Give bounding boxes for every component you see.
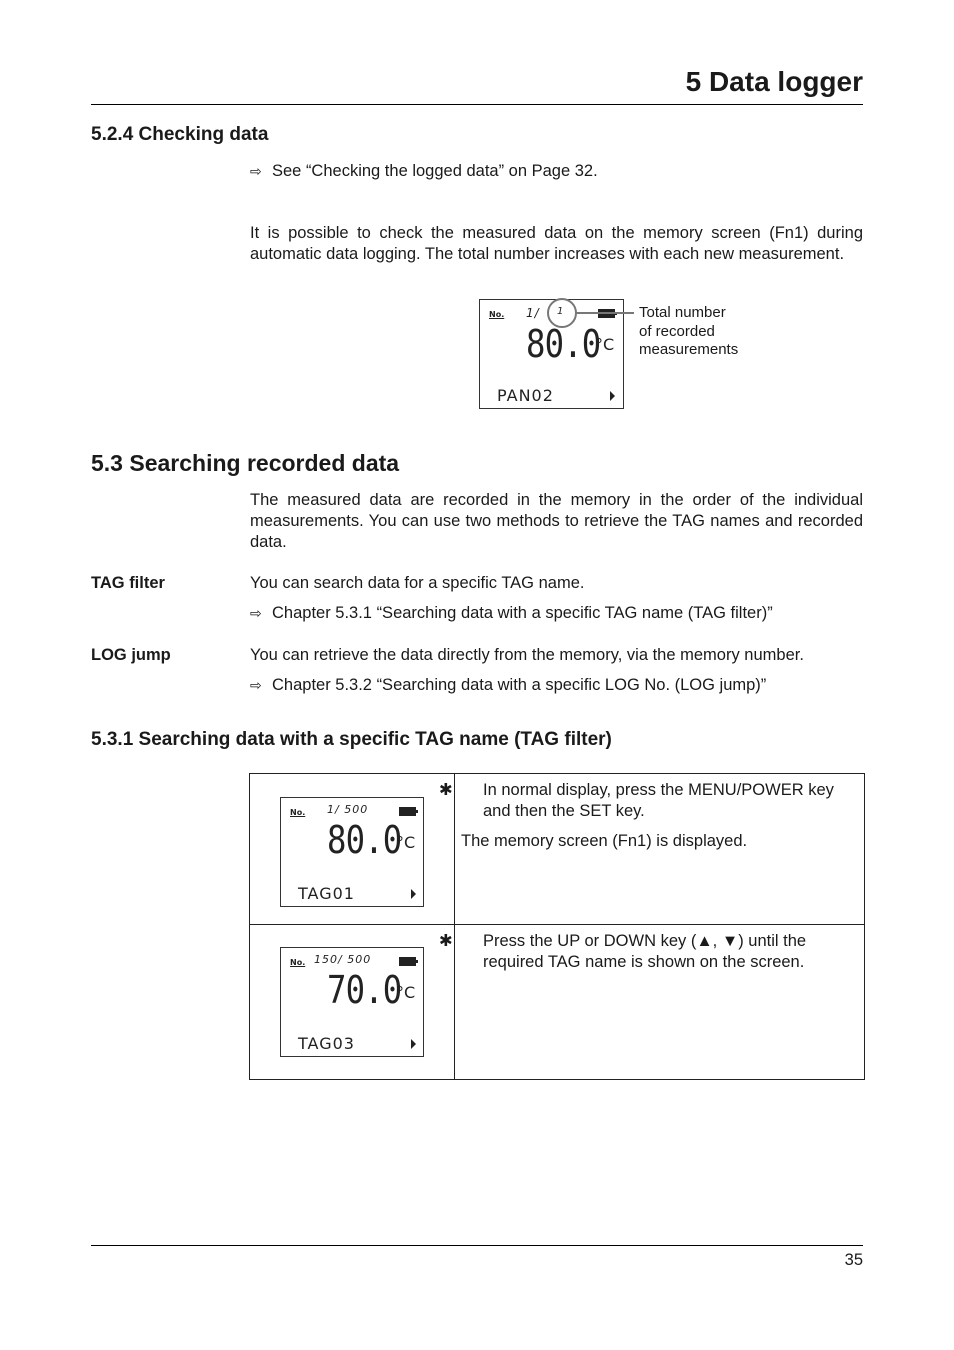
down-key-icon: ▼ xyxy=(721,932,739,950)
header-rule xyxy=(91,104,863,105)
step-2-bullet xyxy=(439,931,858,973)
step-2-text-sep: , xyxy=(712,932,722,950)
section-524-heading: 5.2.4 Checking data xyxy=(91,124,269,145)
arrow-icon: ⇨ xyxy=(250,605,262,621)
step-2-text-start: Press the UP or DOWN key ( xyxy=(483,932,697,950)
callout-label xyxy=(639,304,738,360)
step-2-text-cell xyxy=(439,925,865,1080)
battery-icon xyxy=(399,957,416,966)
tag-filter-text: You can search data for a specific TAG name. xyxy=(250,574,585,592)
tag-filter-ref xyxy=(250,604,773,623)
lcd-value: 70.0 xyxy=(327,968,402,1012)
step-1-text-cell xyxy=(439,774,865,925)
section-524-ref xyxy=(250,162,598,181)
arrow-right-icon xyxy=(411,1039,416,1049)
chapter-title: 5 Data logger xyxy=(685,66,863,97)
lcd-no-label: No. xyxy=(290,808,306,817)
tag-filter-ref-text: Chapter 5.3.1 “Searching data with a specific TAG name (TAG filter)” xyxy=(272,604,773,622)
lcd-tag: TAG03 xyxy=(298,1034,355,1053)
lcd-unit: °C xyxy=(396,983,416,1002)
lcd-no-label: No. xyxy=(290,958,306,967)
table-row xyxy=(250,774,865,925)
callout-line-1: Total number xyxy=(639,304,726,321)
section-53-heading: 5.3 Searching recorded data xyxy=(91,450,400,476)
arrow-icon: ⇨ xyxy=(250,677,262,693)
lcd-display-tag01 xyxy=(280,797,424,907)
log-jump-ref xyxy=(250,676,766,695)
section-524-ref-text: See “Checking the logged data” on Page 32. xyxy=(272,162,598,180)
section-531-heading: 5.3.1 Searching data with a specific TAG name (TAG filter) xyxy=(91,729,612,750)
asterisk-icon: ✱ xyxy=(439,932,453,950)
arrow-right-icon xyxy=(610,391,615,401)
log-jump-ref-text: Chapter 5.3.2 “Searching data with a specific LOG No. (LOG jump)” xyxy=(272,676,767,694)
lcd-no-label: No. xyxy=(489,310,505,319)
step-2-picture-cell xyxy=(250,925,455,1080)
section-524-paragraph: It is possible to check the measured data on the memory screen (Fn1) during automatic data logging. The total number increases with each new measurement. xyxy=(250,224,863,263)
lcd-counter: 150/ 500 xyxy=(314,953,372,966)
log-jump-text: You can retrieve the data directly from the memory, via the memory number. xyxy=(250,646,804,664)
table-row xyxy=(250,925,865,1080)
lcd-tag: PAN02 xyxy=(497,386,554,405)
lcd-display-tag03 xyxy=(280,947,424,1057)
step-1-note: The memory screen (Fn1) is displayed. xyxy=(461,832,748,850)
step-1-bullet-text: In normal display, press the MENU/POWER key and then the SET key. xyxy=(483,781,834,820)
section-53-paragraph: The measured data are recorded in the memory in the order of the individual measurements. You can use two methods to retrieve the TAG names and recorded data. xyxy=(250,491,863,551)
log-jump-label: LOG jump xyxy=(91,646,171,664)
arrow-right-icon xyxy=(411,889,416,899)
battery-icon xyxy=(399,807,416,816)
callout-line-3: measurements xyxy=(639,341,739,358)
lcd-counter: 1/ xyxy=(526,306,540,320)
step-1-picture-cell xyxy=(250,774,455,925)
lcd-unit: °C xyxy=(595,335,615,354)
tag-filter-label: TAG filter xyxy=(91,574,165,592)
lcd-counter: 1/ 500 xyxy=(327,803,369,816)
lcd-value: 80.0 xyxy=(327,818,402,862)
up-key-icon: ▲ xyxy=(696,932,713,950)
callout-marker xyxy=(540,294,640,330)
footer-rule xyxy=(91,1245,863,1246)
step-1-bullet xyxy=(439,780,858,822)
asterisk-icon: ✱ xyxy=(439,781,453,799)
steps-table xyxy=(249,773,865,1080)
callout-line-2: of recorded xyxy=(639,322,715,340)
lcd-value: 80.0 xyxy=(526,322,601,366)
arrow-icon: ⇨ xyxy=(250,163,262,179)
lcd-unit: °C xyxy=(396,833,416,852)
page-number: 35 xyxy=(844,1251,863,1269)
lcd-tag: TAG01 xyxy=(298,884,355,903)
lcd-counter-total: 1 xyxy=(557,306,565,317)
step-2-text-end: ) until the required TAG name is shown on the screen. xyxy=(483,932,807,971)
